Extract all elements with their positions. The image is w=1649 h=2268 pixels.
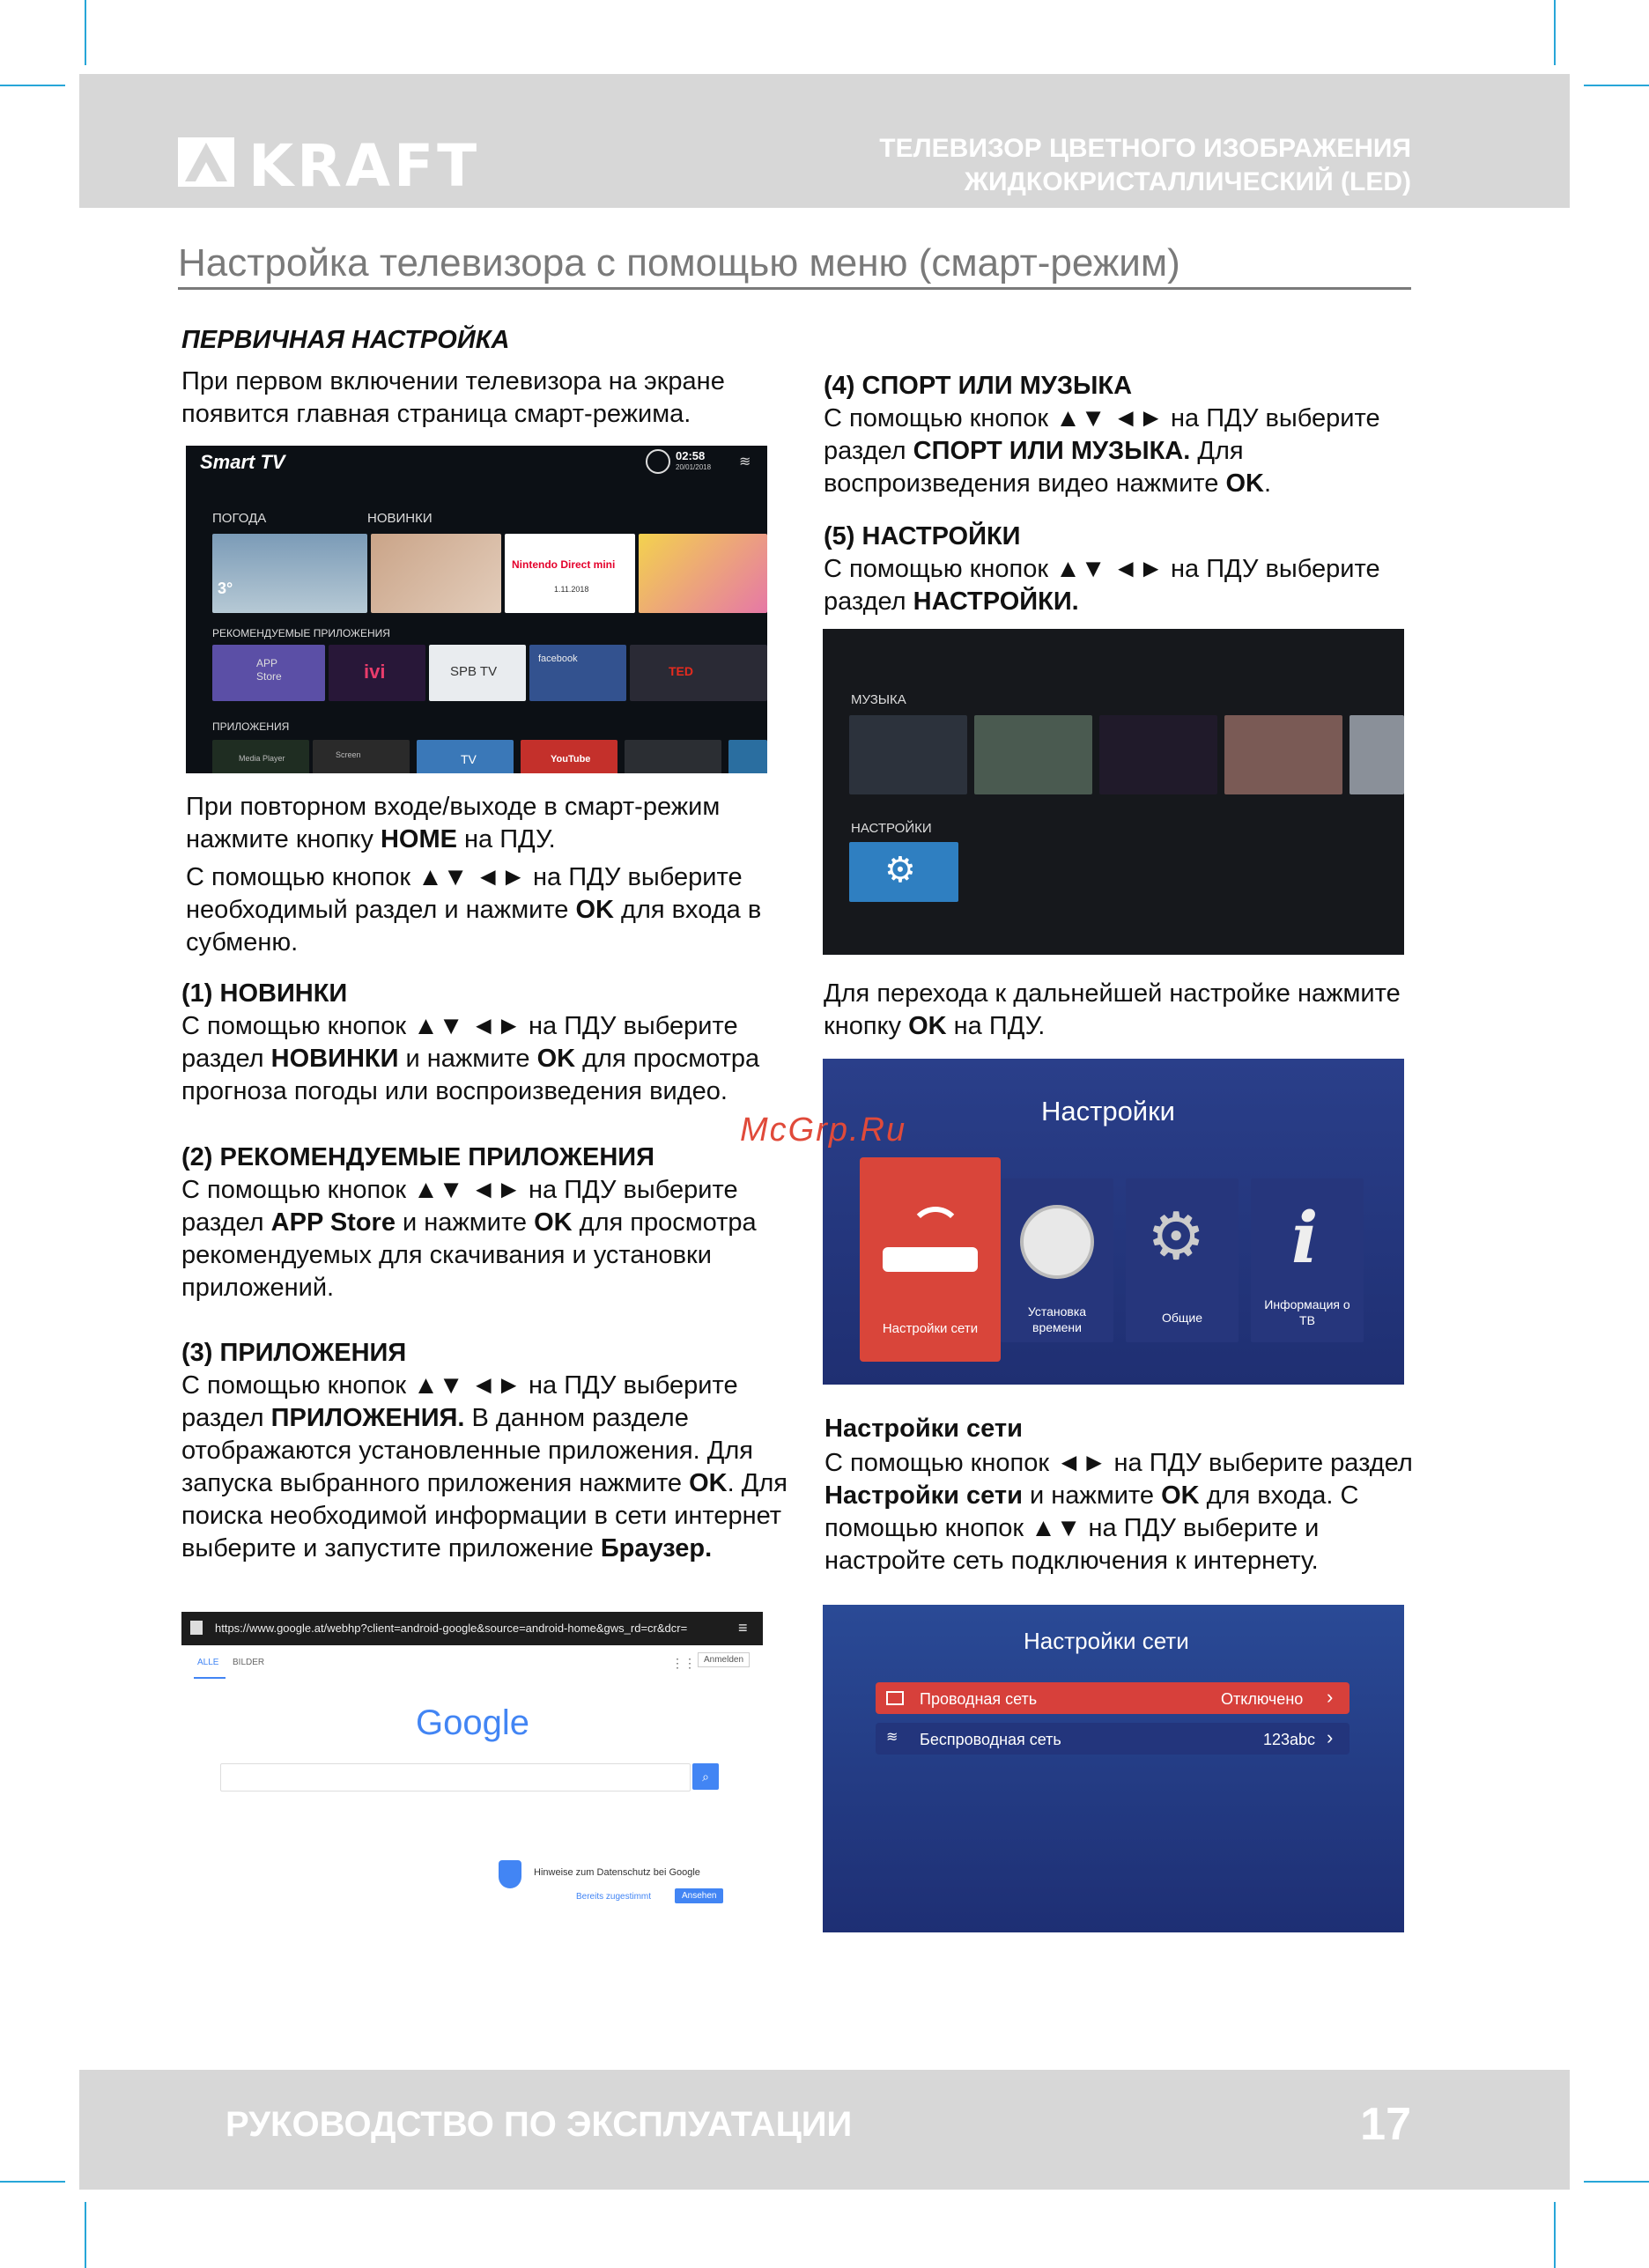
apps-grid-icon[interactable]: ⋮⋮ [671,1656,696,1670]
app-tile[interactable] [728,740,767,773]
row-label-weather: ПОГОДА [212,511,267,526]
browser-url-bar[interactable] [181,1612,763,1645]
crop-mark [85,2202,86,2268]
router-icon [883,1207,978,1274]
crop-mark [1554,0,1556,65]
ted-label: TED [669,664,693,678]
title-underline [178,287,1411,290]
crop-mark [1584,2181,1649,2183]
music-settings-screenshot [823,629,1404,955]
next-text: Для перехода к дальнейшей настройке нажмите кнопку OK на ПДУ. [824,979,1401,1040]
facebook-label: facebook [538,654,578,664]
tile-time-settings[interactable] [1001,1178,1113,1342]
section-5-title: (5) НАСТРОЙКИ [824,522,1021,550]
chevron-right-icon: › [1327,1726,1334,1748]
nintendo-tile[interactable] [505,534,635,613]
kraft-logo-icon [178,137,234,187]
tile-label: Установка времени [1027,1304,1087,1334]
settings-screenshot [823,1059,1404,1385]
view-button[interactable]: Ansehen [675,1888,723,1903]
facebook-tile[interactable] [529,645,626,701]
row-label-recommended: РЕКОМЕНДУЕМЫЕ ПРИЛОЖЕНИЯ [212,627,390,639]
ivi-tile[interactable] [329,645,425,701]
search-icon: ⌕ [702,1769,709,1784]
news-tile[interactable] [371,534,501,613]
section-3-text: С помощью кнопок ▲▼ ◄► на ПДУ выберите раздел ПРИЛОЖЕНИЯ. В данном разделе отображаются установленные приложения. Для запуска выбранного приложения нажмите OK. Для поиска необходимой информации в сети интернет выберите и запустите приложение Браузер. [181,1371,788,1562]
wireless-label: Беспроводная сеть [920,1731,1061,1748]
weather-tile[interactable] [212,534,367,613]
search-button[interactable] [692,1763,719,1790]
smart-tv-screenshot [186,446,767,773]
search-input[interactable] [220,1763,691,1791]
music-tile[interactable] [974,715,1092,794]
section-1-text: С помощью кнопок ▲▼ ◄► на ПДУ выберите раздел НОВИНКИ и нажмите OK для просмотра прогноза погоды или воспроизведения видео. [181,1012,760,1105]
music-label: МУЗЫКА [851,692,906,707]
spb-tv-tile[interactable] [429,645,526,701]
crop-mark [1554,2202,1556,2268]
browser-screenshot [181,1612,763,1929]
gear-icon: ⚙ [1147,1200,1206,1273]
crop-mark [1584,85,1649,86]
tile-tv-info[interactable] [1251,1178,1364,1342]
settings-label: НАСТРОЙКИ [851,821,932,836]
section-5-text: С помощью кнопок ▲▼ ◄► на ПДУ выберите раздел НАСТРОЙКИ. [824,555,1380,616]
network-title: Настройки сети [824,1415,1023,1443]
signin-button[interactable]: Anmelden [698,1652,750,1667]
smart-tv-brand: Smart TV [200,451,285,473]
wireless-network-row[interactable] [876,1723,1350,1755]
section-3-title: (3) ПРИЛОЖЕНИЯ [181,1339,407,1367]
ivi-label: ivi [364,661,386,683]
network-screenshot [823,1605,1404,1932]
music-tile[interactable] [1099,715,1217,794]
page-number: 17 [1360,2099,1411,2150]
app-tile[interactable] [625,740,721,773]
brand-logo: KRAFT [248,132,481,200]
tile-label: Общие [1161,1311,1203,1325]
crop-mark [85,0,86,65]
wifi-icon: ≋ [886,1730,898,1745]
browser-url: https://www.google.at/webhp?client=android-google&source=android-home&gws_rd=cr&dcr= [215,1622,688,1635]
section-1-title: (1) НОВИНКИ [181,979,348,1008]
navigate-text: С помощью кнопок ▲▼ ◄► на ПДУ выберите необходимый раздел и нажмите OK для входа в субменю. [186,863,762,957]
app-store-tile[interactable] [212,645,325,701]
tv-tile[interactable] [417,740,514,773]
row-label-news: НОВИНКИ [367,511,433,526]
crop-mark [0,85,65,86]
agreed-link[interactable]: Bereits zugestimmt [576,1892,652,1902]
section-2-title: (2) РЕКОМЕНДУЕМЫЕ ПРИЛОЖЕНИЯ [181,1143,654,1171]
tile-network-settings[interactable] [860,1157,1001,1362]
weather-temp: 3° [218,580,233,597]
watermark: McGrp.Ru [740,1112,907,1149]
music-tile[interactable] [1350,715,1404,794]
nintendo-date: 1.11.2018 [554,585,589,594]
clock-icon [1020,1205,1094,1279]
tab-all[interactable]: ALLE [197,1658,219,1667]
media-player-tile[interactable] [212,740,309,773]
screen-label: Screen [336,750,361,759]
section-title: ПЕРВИЧНАЯ НАСТРОЙКА [181,326,510,354]
section-2-text: С помощью кнопок ▲▼ ◄► на ПДУ выберите раздел APP Store и нажмите OK для просмотра рекомендуемых для скачивания и установки приложений. [181,1176,757,1302]
nintendo-title: Nintendo Direct mini [512,558,616,571]
media-player-label: Media Player [239,754,285,763]
app-store-label: APP Store [256,657,282,683]
youtube-tile[interactable] [521,740,617,773]
youtube-label: YouTube [551,754,591,765]
header-subtitle: ТЕЛЕВИЗОР ЦВЕТНОГО ИЗОБРАЖЕНИЯ ЖИДКОКРИСТАЛЛИЧЕСКИЙ (LED) [879,134,1411,196]
page-icon [190,1621,203,1635]
settings-title: Настройки [1041,1096,1176,1127]
privacy-text: Hinweise zum Datenschutz bei Google [534,1867,700,1878]
music-tile[interactable] [849,715,967,794]
footer-band [79,2070,1570,2190]
tile-general-settings[interactable] [1126,1178,1239,1342]
tile-label: Настройки сети [882,1321,979,1336]
crop-mark [0,2181,65,2183]
network-text: С помощью кнопок ◄► на ПДУ выберите раздел Настройки сети и нажмите OK для входа. С помощью кнопок ▲▼ на ПДУ выберите и настройте сеть подключения к интернету. [824,1449,1413,1575]
wifi-icon: ≋ [739,454,751,469]
music-tile[interactable] [1224,715,1342,794]
screen-tile[interactable] [313,740,410,773]
header-band [79,74,1570,208]
gear-icon: ⚙ [884,851,916,890]
repeat-text: При повторном входе/выходе в смарт-режим нажмите кнопку HOME на ПДУ. [186,793,721,853]
tv-label: TV [461,752,477,766]
video-tile[interactable] [639,534,767,613]
menu-icon[interactable]: ≡ [738,1619,748,1636]
smart-tv-date: 20/01/2018 [676,463,712,471]
info-icon: i [1291,1196,1319,1279]
section-4-title: (4) СПОРТ ИЛИ МУЗЫКА [824,372,1133,400]
wired-value: Отключено [1221,1690,1304,1708]
tile-label: Информация о ТВ [1264,1297,1350,1327]
wireless-value: 123abc [1263,1731,1316,1748]
row-label-apps: ПРИЛОЖЕНИЯ [212,720,290,733]
tab-images[interactable]: BILDER [233,1658,265,1667]
shield-icon [499,1860,521,1888]
monitor-icon [886,1691,904,1705]
ted-tile[interactable] [630,645,767,701]
footer-label: РУКОВОДСТВО ПО ЭКСПЛУАТАЦИИ [226,2105,853,2144]
wired-network-row[interactable] [876,1682,1350,1714]
intro-text: При первом включении телевизора на экране появится главная страница смарт-режима. [181,367,725,428]
network-screen-title: Настройки сети [1024,1628,1189,1654]
tab-active-underline [194,1677,226,1679]
section-4-text: С помощью кнопок ▲▼ ◄► на ПДУ выберите раздел СПОРТ ИЛИ МУЗЫКА. Для воспроизведения видео нажмите OK. [824,404,1380,498]
settings-tile[interactable] [849,842,958,902]
smart-tv-time: 02:58 [676,449,706,462]
chevron-right-icon: › [1327,1686,1334,1708]
page-title: Настройка телевизора с помощью меню (смарт-режим) [178,241,1180,284]
clock-icon [646,449,670,474]
spb-tv-label: SPB TV [450,664,498,679]
google-logo: Google [416,1703,529,1742]
wired-label: Проводная сеть [920,1690,1038,1708]
